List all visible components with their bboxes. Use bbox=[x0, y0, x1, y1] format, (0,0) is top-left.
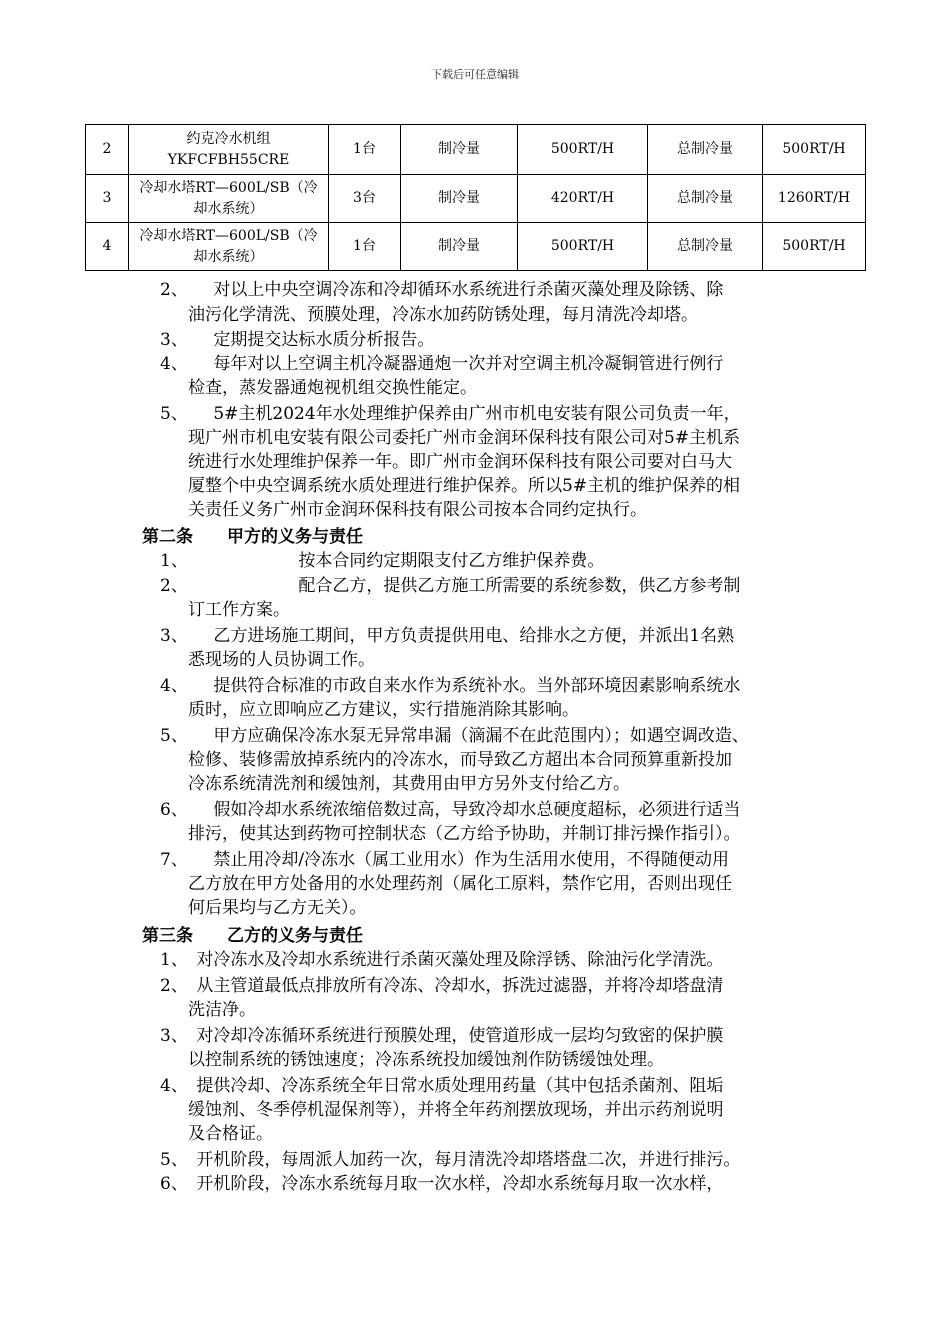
quantity: 3台 bbox=[329, 175, 401, 223]
clause-line: 冷冻系统清洗剂和缓蚀剂，其费用由甲方另外支付给乙方。 bbox=[188, 774, 630, 794]
row-number: 2 bbox=[86, 125, 129, 175]
clause-line: 排污，使其达到药物可控制状态（乙方给予协助，并制订排污操作指引）。 bbox=[188, 824, 741, 844]
section-heading-2: 第二条 甲方的义务与责任 bbox=[142, 527, 363, 547]
total-value: 1260RT/H bbox=[763, 175, 866, 223]
total-label: 总制冷量 bbox=[648, 175, 763, 223]
capacity-value: 500RT/H bbox=[518, 223, 648, 271]
clause-line: 4、 每年对以上空调主机冷凝器通炮一次并对空调主机冷凝铜管进行例行 bbox=[160, 354, 724, 374]
total-label: 总制冷量 bbox=[648, 125, 763, 175]
row-number: 3 bbox=[86, 175, 129, 223]
clause-line: 现广州市机电安装有限公司委托广州市金润环保科技有限公司对5#主机系 bbox=[188, 428, 741, 448]
clause-line: 质时，应立即响应乙方建议，实行措施消除其影响。 bbox=[188, 700, 579, 720]
clause-line: 油污化学清洗、预膜处理，冷冻水加药防锈处理，每月清洗冷却塔。 bbox=[188, 305, 698, 325]
equipment-name: 约克冷水机组 YKFCFBH55CRE bbox=[129, 125, 329, 175]
total-value: 500RT/H bbox=[763, 223, 866, 271]
total-label: 总制冷量 bbox=[648, 223, 763, 271]
equipment-table bbox=[85, 124, 866, 271]
clause-line: 5、 5#主机2024年水处理维护保养由广州市机电安装有限公司负责一年， bbox=[160, 404, 741, 424]
clause-line: 4、 提供冷却、冷冻系统全年日常水质处理用药量（其中包括杀菌剂、阻垢 bbox=[160, 1076, 724, 1096]
clause-line: 何后果均与乙方无关）。 bbox=[188, 898, 367, 918]
page-header: 下载后可任意编辑 bbox=[431, 68, 519, 81]
equipment-name: 冷却水塔RT—600L/SB（冷 却水系统） bbox=[129, 175, 329, 223]
quantity: 1台 bbox=[329, 223, 401, 271]
clause-line: 2、 对以上中央空调冷冻和冷却循环水系统进行杀菌灭藻处理及除锈、除 bbox=[160, 280, 724, 300]
clause-line: 悉现场的人员协调工作。 bbox=[188, 650, 375, 670]
clause-line: 5、 甲方应确保冷冻水泵无异常串漏（滴漏不在此范围内）；如遇空调改造、 bbox=[160, 726, 749, 746]
quantity: 1台 bbox=[329, 125, 401, 175]
clause-line: 2、 配合乙方，提供乙方施工所需要的系统参数，供乙方参考制 bbox=[160, 576, 741, 596]
clause-line: 缓蚀剂、冬季停机湿保剂等），并将全年药剂摆放现场，并出示药剂说明 bbox=[188, 1100, 724, 1120]
equipment-name: 冷却水塔RT—600L/SB（冷 却水系统） bbox=[129, 223, 329, 271]
table-row bbox=[86, 223, 866, 271]
clause-line: 检查，蒸发器通炮视机组交换性能定。 bbox=[188, 378, 477, 398]
clause-line: 3、 定期提交达标水质分析报告。 bbox=[160, 330, 435, 350]
capacity-label: 制冷量 bbox=[401, 175, 518, 223]
clause-line: 6、 假如冷却水系统浓缩倍数过高，导致冷却水总硬度超标，必须进行适当 bbox=[160, 800, 741, 820]
clause-line: 7、 禁止用冷却/冷冻水（属工业用水）作为生活用水使用，不得随便动用 bbox=[160, 850, 730, 870]
clause-line: 统进行水处理维护保养一年。即广州市金润环保科技有限公司要对白马大 bbox=[188, 452, 732, 472]
clause-line: 厦整个中央空调系统水质处理进行维护保养。所以5#主机的维护保养的相 bbox=[188, 476, 741, 496]
clause-line: 3、 乙方进场施工期间，甲方负责提供用电、给排水之方便，并派出1名熟 bbox=[160, 626, 735, 646]
clause-line: 及合格证。 bbox=[188, 1124, 273, 1144]
clause-line: 3、 对冷却冷冻循环系统进行预膜处理，使管道形成一层均匀致密的保护膜 bbox=[160, 1026, 724, 1046]
row-number: 4 bbox=[86, 223, 129, 271]
clause-line: 4、 提供符合标准的市政自来水作为系统补水。当外部环境因素影响系统水 bbox=[160, 676, 741, 696]
clause-line: 乙方放在甲方处备用的水处理药剂（属化工原料，禁作它用，否则出现任 bbox=[188, 874, 732, 894]
clause-line: 以控制系统的锈蚀速度；冷冻系统投加缓蚀剂作防锈缓蚀处理。 bbox=[188, 1050, 664, 1070]
clause-line: 6、 开机阶段，冷冻水系统每月取一次水样，冷却水系统每月取一次水样， bbox=[160, 1174, 724, 1194]
clause-line: 1、 对冷冻水及冷却水系统进行杀菌灭藻处理及除浮锈、除油污化学清洗。 bbox=[160, 950, 724, 970]
clause-line: 关责任义务广州市金润环保科技有限公司按本合同约定执行。 bbox=[188, 500, 647, 520]
capacity-label: 制冷量 bbox=[401, 125, 518, 175]
capacity-value: 420RT/H bbox=[518, 175, 648, 223]
clause-line: 1、 按本合同约定期限支付乙方维护保养费。 bbox=[160, 551, 605, 571]
clause-line: 订工作方案。 bbox=[188, 600, 290, 620]
clause-line: 检修、装修需放掉系统内的冷冻水，而导致乙方超出本合同预算重新投加 bbox=[188, 750, 732, 770]
table-row bbox=[86, 125, 866, 175]
clause-line: 2、 从主管道最低点排放所有冷冻、冷却水，拆洗过滤器，并将冷却塔盘清 bbox=[160, 976, 724, 996]
section-heading-3: 第三条 乙方的义务与责任 bbox=[142, 926, 363, 946]
capacity-label: 制冷量 bbox=[401, 223, 518, 271]
total-value: 500RT/H bbox=[763, 125, 866, 175]
table-row bbox=[86, 175, 866, 223]
capacity-value: 500RT/H bbox=[518, 125, 648, 175]
clause-line: 5、 开机阶段，每周派人加药一次，每月清洗冷却塔塔盘二次，并进行排污。 bbox=[160, 1150, 741, 1170]
clause-line: 洗洁净。 bbox=[188, 1000, 256, 1020]
